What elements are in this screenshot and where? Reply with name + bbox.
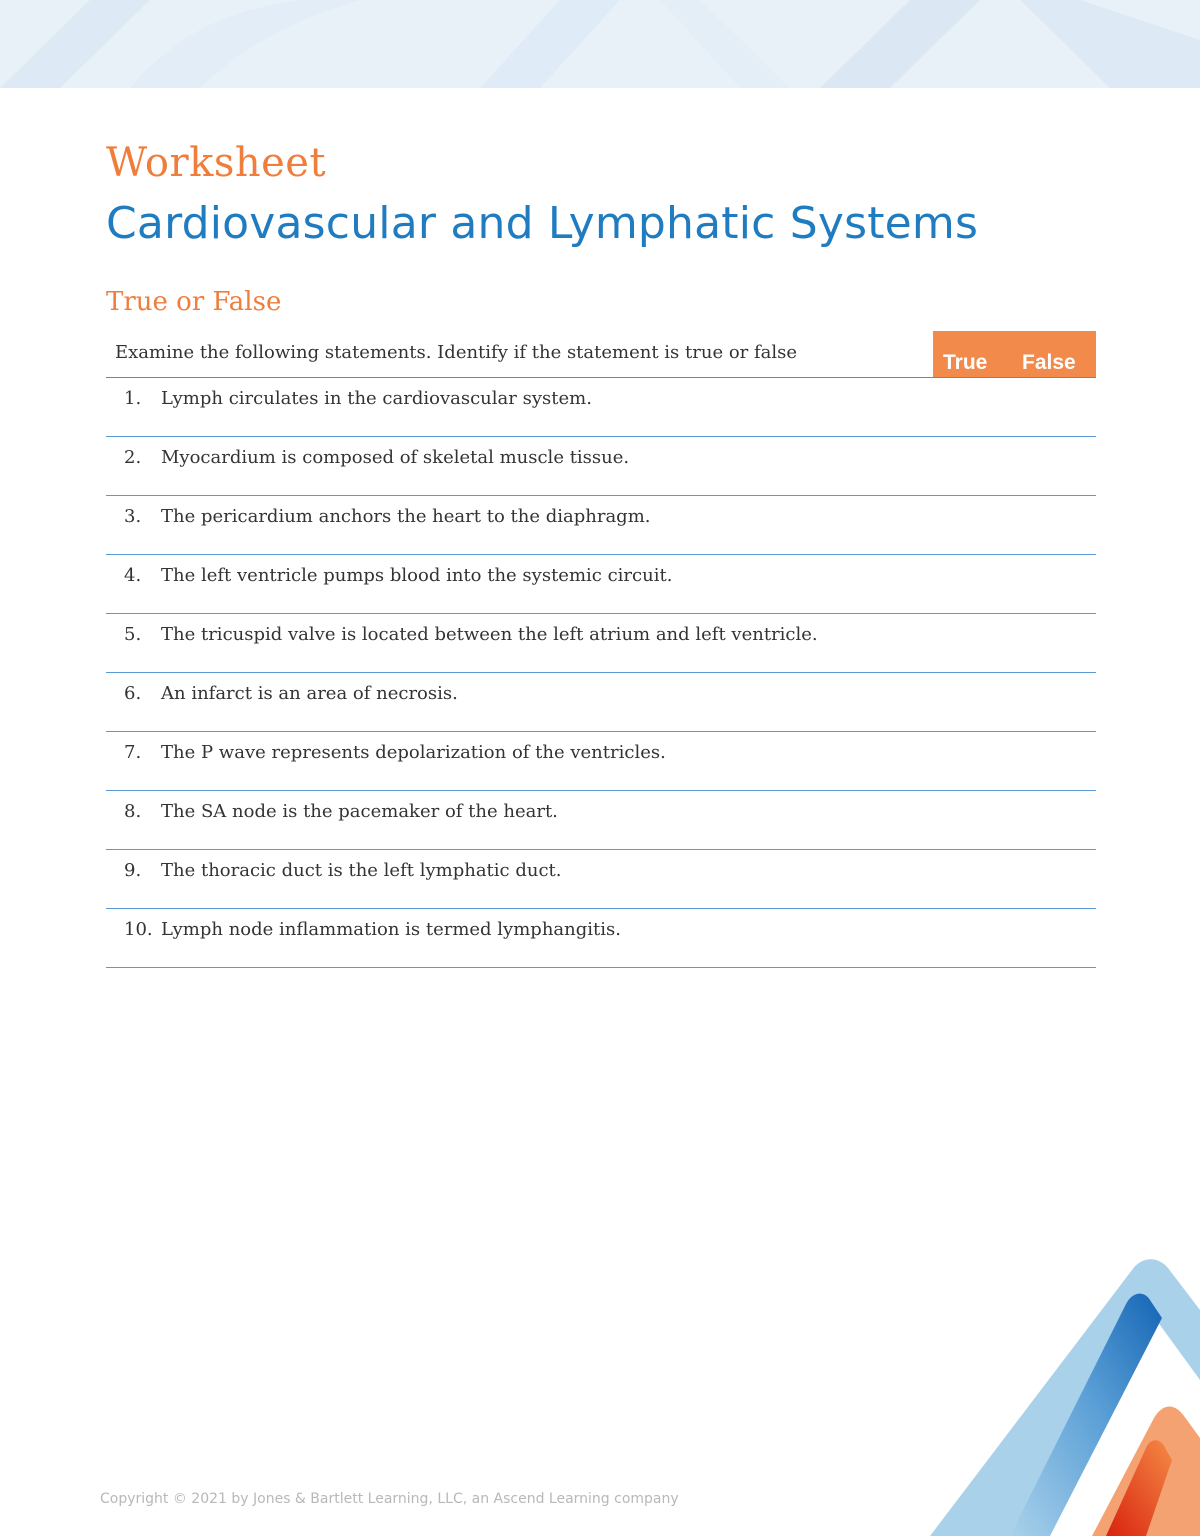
question-text: Lymph node inflammation is termed lymphangitis.	[161, 919, 621, 940]
question-row	[106, 496, 1096, 555]
question-number: 4.	[124, 565, 142, 586]
instructions-text: Examine the following statements. Identify if the statement is true or false	[115, 342, 798, 363]
column-true-label: True	[943, 351, 988, 374]
question-number: 9.	[124, 860, 142, 881]
question-text: The thoracic duct is the left lymphatic duct.	[161, 860, 562, 881]
question-text: The left ventricle pumps blood into the systemic circuit.	[161, 565, 673, 586]
question-row	[106, 378, 1096, 437]
copyright-footer: Copyright © 2021 by Jones & Bartlett Learning, LLC, an Ascend Learning company	[100, 1491, 679, 1507]
question-text: Myocardium is composed of skeletal muscle tissue.	[161, 447, 630, 468]
page-title: Cardiovascular and Lymphatic Systems	[106, 198, 979, 249]
question-row	[106, 555, 1096, 614]
question-row	[106, 732, 1096, 791]
question-number: 6.	[124, 683, 142, 704]
question-number: 7.	[124, 742, 142, 763]
header-banner	[0, 0, 1200, 88]
question-row	[106, 850, 1096, 909]
question-text: The SA node is the pacemaker of the heart.	[161, 801, 558, 822]
question-text: The pericardium anchors the heart to the diaphragm.	[161, 506, 651, 527]
question-text: The tricuspid valve is located between the left atrium and left ventricle.	[161, 624, 818, 645]
question-row	[106, 614, 1096, 673]
question-number: 8.	[124, 801, 142, 822]
corner-chevron-decoration	[900, 1240, 1200, 1536]
worksheet-label: Worksheet	[106, 140, 327, 186]
question-row	[106, 909, 1096, 968]
question-number: 10.	[124, 919, 153, 940]
question-row	[106, 673, 1096, 732]
question-text: Lymph circulates in the cardiovascular system.	[161, 388, 592, 409]
question-number: 1.	[124, 388, 142, 409]
banner-pattern	[0, 0, 1200, 88]
section-title: True or False	[106, 287, 282, 317]
question-text: An infarct is an area of necrosis.	[161, 683, 458, 704]
question-number: 5.	[124, 624, 142, 645]
question-number: 3.	[124, 506, 142, 527]
answer-columns-header	[933, 331, 1096, 378]
question-row	[106, 791, 1096, 850]
question-list	[106, 378, 1096, 968]
question-number: 2.	[124, 447, 142, 468]
question-row	[106, 437, 1096, 496]
column-false-label: False	[1022, 351, 1076, 374]
question-text: The P wave represents depolarization of the ventricles.	[161, 742, 666, 763]
